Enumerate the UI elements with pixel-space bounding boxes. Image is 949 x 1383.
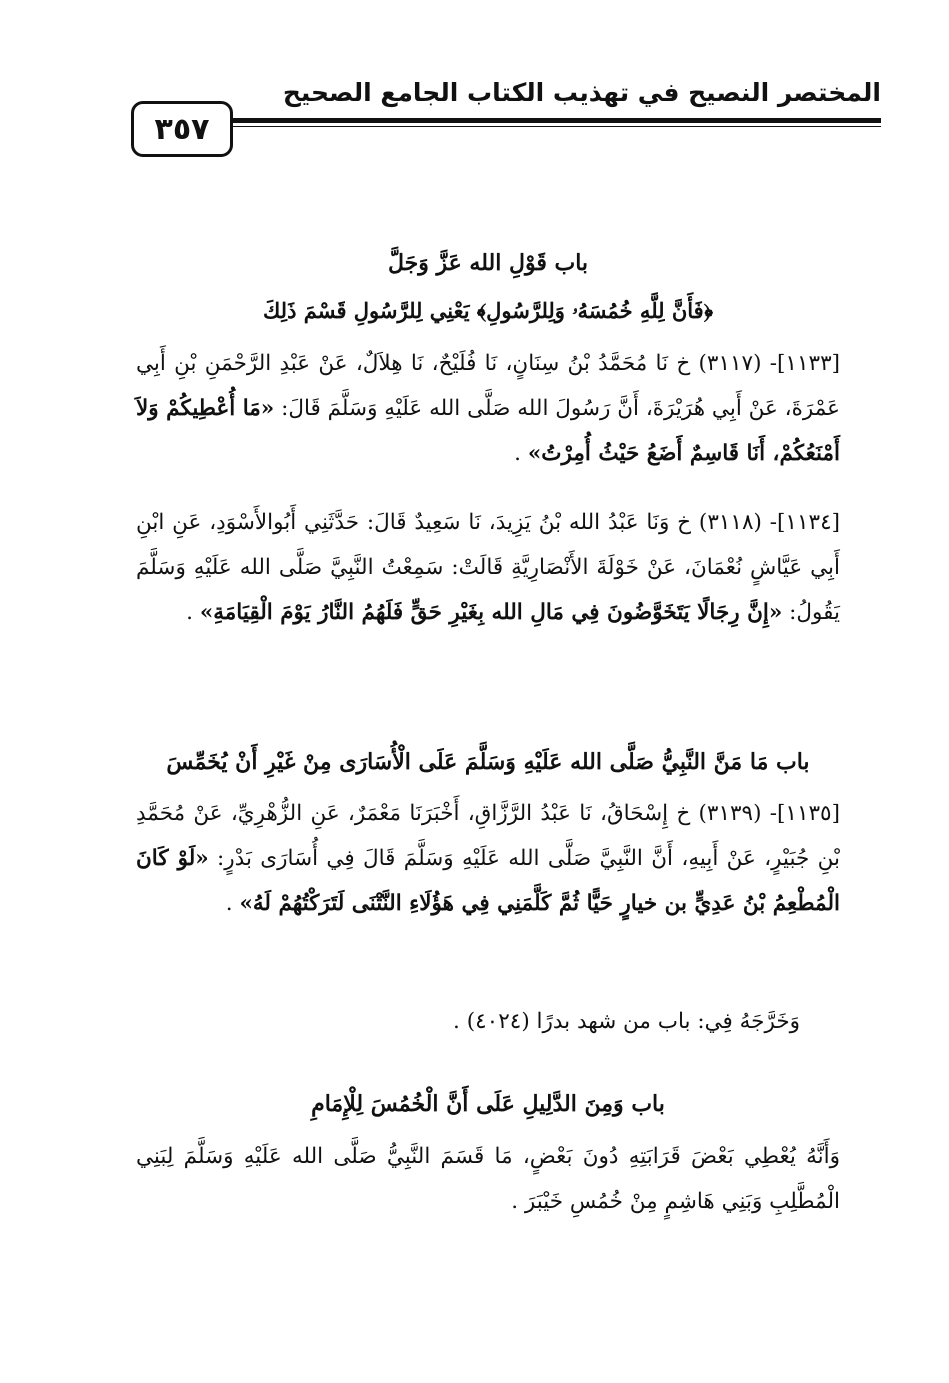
page-number: ٣٥٧ [154, 111, 210, 147]
hadith-matn: «مَا أُعْطِيكُمْ وَلاَ أَمْنَعُكُمْ، أَنَا قَاسِمٌ أَضَعُ حَيْثُ أُمِرْتُ» [136, 396, 840, 466]
header-rule-thick [232, 118, 881, 123]
chapter-heading: باب وَمِنَ الدَّلِيلِ عَلَى أَنَّ الْخُمُسَ لِلْإِمَامِ [311, 1091, 665, 1117]
chapter-intro-paragraph: وَأَنَّهُ يُعْطِي بَعْضَ قَرَابَتِهِ دُونَ بَعْضٍ، مَا قَسَمَ النَّبِيُّ صَلَّى الله عَلَيْهِ وَسَلَّمَ لِبَنِي الْمُطَّلِبِ وَبَنِي هَاشِمٍ مِنْ خُمُسِ خَيْبَرَ . [136, 1144, 840, 1214]
header-rule-thin [232, 126, 881, 127]
hadith-matn: «لَوْ كَانَ الْمُطْعِمُ بْنُ عَدِيٍّ بن خيارٍ حَيًّا ثُمَّ كَلَّمَنِي فِي هَؤُلَاءِ النَّتْنَى لَتَرَكْتُهُمْ لَهُ» [136, 846, 840, 916]
chapter-heading: باب قَوْلِ الله عَزَّ وَجَلَّ [387, 250, 589, 276]
hadith-paragraph [136, 500, 840, 635]
page-number-box [131, 101, 233, 157]
hadith-paragraph [136, 341, 840, 476]
chapter-subheading: ﴿فَأَنَّ لِلَّهِ خُمُسَهُۥ وَلِلرَّسُولِ﴾ يَعْنِي لِلرَّسُولِ قَسْمَ ذَلِكَ [262, 298, 714, 323]
hadith-end: . [186, 600, 200, 625]
cross-reference-note: وَخَرَّجَهُ فِي: باب من شهد بدرًا (٤٠٢٤) . [453, 1009, 800, 1034]
hadith-isnad: [١١٣٣]- (٣١١٧) خ نَا مُحَمَّدُ بْنُ سِنَانٍ، نَا فُلَيْحٌ، نَا هِلاَلٌ، عَنْ عَبْدِ الرَّحْمَنِ بْنِ أَبِي عَمْرَةَ، عَنْ أَبِي هُرَيْرَةَ، أَنَّ رَسُولَ الله صَلَّى الله عَلَيْهِ وَسَلَّمَ قَالَ: [136, 351, 841, 421]
hadith-isnad: [١١٣٤]- (٣١١٨) خ وَنَا عَبْدُ الله بْنُ يَزِيدَ، نَا سَعِيدٌ قَالَ: حَدَّثَنِي أَبُوالأَسْوَدِ، عَنِ ابْنِ أَبِي عَيَّاشٍ نُعْمَانَ، عَنْ خَوْلَةَ الأَنْصَارِيَّةِ قَالَتْ: سَمِعْتُ النَّبِيَّ صَلَّى الله عَلَيْهِ وَسَلَّمَ يَقُولُ: [136, 510, 841, 625]
hadith-matn: «إِنَّ رِجَالًا يَتَخَوَّضُونَ فِي مَالِ الله بِغَيْرِ حَقٍّ فَلَهُمُ النَّارُ يَوْمَ الْقِيَامَةِ» [199, 600, 783, 625]
hadith-isnad: [١١٣٥]- (٣١٣٩) خ إِسْحَاقُ، نَا عَبْدُ الرَّزَّاقِ، أَخْبَرَنَا مَعْمَرٌ، عَنِ الزُّهْرِيِّ، عَنْ مُحَمَّدِ بْنِ جُبَيْرٍ، عَنْ أَبِيهِ، أَنَّ النَّبِيَّ صَلَّى الله عَلَيْهِ وَسَلَّمَ قَالَ فِي أُسَارَى بَدْرٍ: [136, 801, 840, 871]
hadith-paragraph [136, 791, 840, 926]
running-header-title: المختصر النصيح في تهذيب الكتاب الجامع الصحيح [282, 78, 881, 107]
hadith-end: . [514, 441, 528, 466]
chapter-heading: باب مَا مَنَّ النَّبِيُّ صَلَّى الله عَلَيْهِ وَسَلَّمَ عَلَى الْأُسَارَى مِنْ غَيْرِ أَنْ يُخَمِّسَ [166, 749, 810, 775]
hadith-end: . [225, 891, 240, 916]
